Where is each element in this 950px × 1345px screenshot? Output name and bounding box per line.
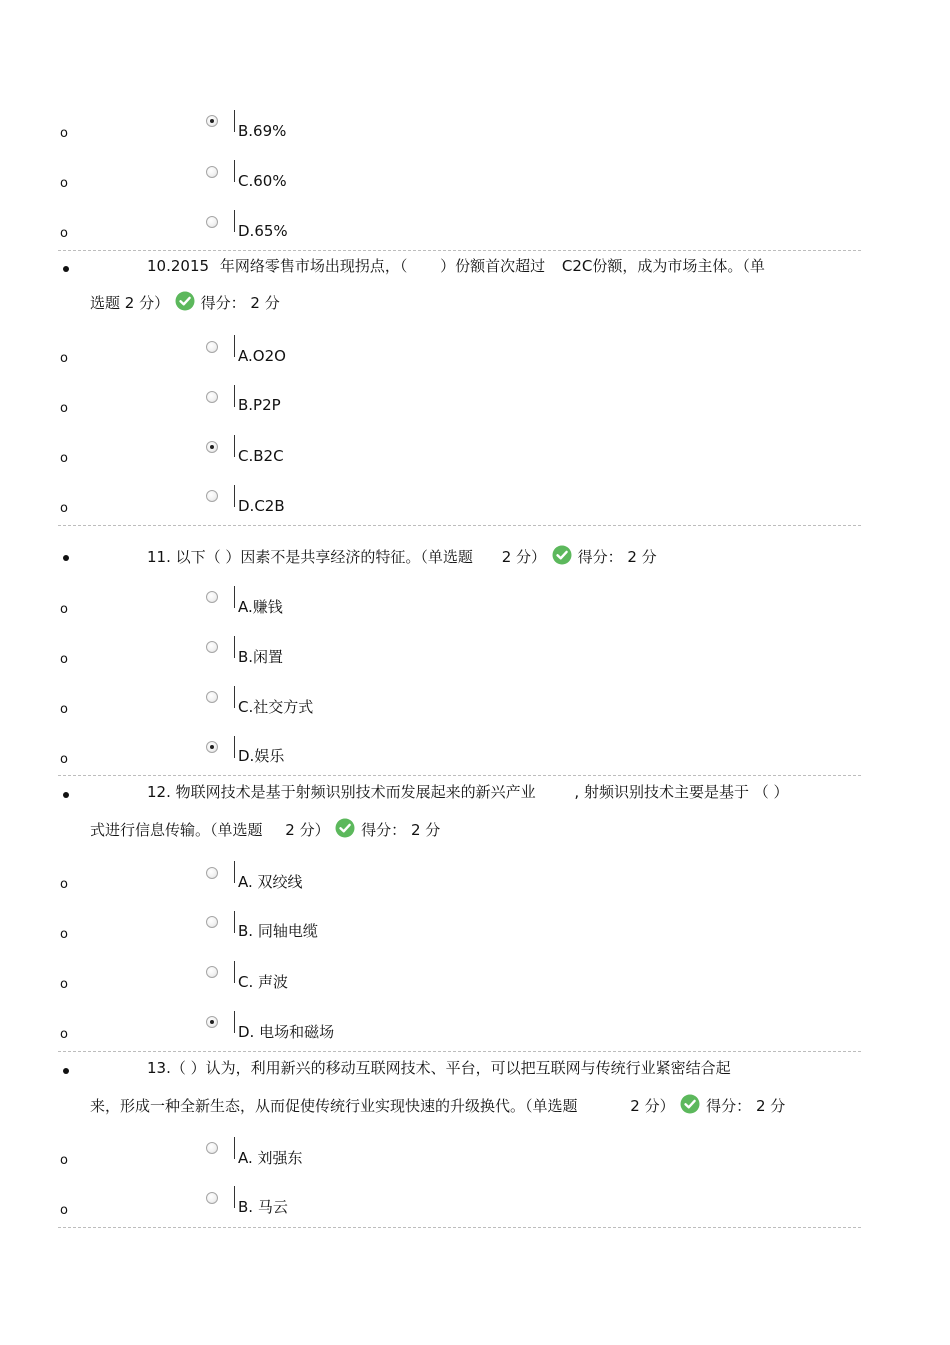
option-divider <box>234 911 235 933</box>
option-divider <box>234 485 235 507</box>
radio-button[interactable] <box>206 591 218 603</box>
radio-button[interactable] <box>206 166 218 178</box>
option-label[interactable]: D.65% <box>238 222 288 240</box>
option-label[interactable]: A. 刘强东 <box>238 1149 303 1167</box>
option-label[interactable]: C. 声波 <box>238 973 289 991</box>
question-divider <box>58 1227 861 1228</box>
radio-button[interactable] <box>206 1142 218 1154</box>
option-label[interactable]: A. 双绞线 <box>238 873 303 891</box>
radio-button[interactable] <box>206 641 218 653</box>
radio-button[interactable] <box>206 341 218 353</box>
list-bullet: o <box>60 752 68 767</box>
score-text: 得分： 2 分 <box>200 294 280 312</box>
list-bullet: o <box>60 1027 68 1042</box>
check-circle-icon <box>175 291 195 311</box>
list-bullet: o <box>60 351 68 366</box>
radio-button[interactable] <box>206 916 218 928</box>
option-label[interactable]: D.娱乐 <box>238 747 285 765</box>
score-text: 得分： 2 分 <box>577 548 657 566</box>
question-bullet <box>63 266 69 272</box>
option-label[interactable]: B. 马云 <box>238 1198 288 1216</box>
list-bullet: o <box>60 401 68 416</box>
question-bullet <box>63 792 69 798</box>
option-divider <box>234 110 235 132</box>
option-divider <box>234 385 235 407</box>
radio-button-selected[interactable] <box>206 1016 218 1028</box>
option-label[interactable]: B. 同轴电缆 <box>238 922 318 940</box>
question-text-line2: 来，形成一种全新生态，从而促使传统行业实现快速的升级换代。（单选题 2 分） 得分： 2 分 <box>90 1094 785 1116</box>
option-label[interactable]: B.P2P <box>238 396 281 414</box>
option-divider <box>234 736 235 758</box>
option-divider <box>234 686 235 708</box>
radio-button[interactable] <box>206 966 218 978</box>
check-circle-icon <box>680 1094 700 1114</box>
check-circle-icon <box>335 818 355 838</box>
list-bullet: o <box>60 977 68 992</box>
radio-button[interactable] <box>206 1192 218 1204</box>
option-divider <box>234 210 235 232</box>
option-label[interactable]: B.闲置 <box>238 648 284 666</box>
check-circle-icon <box>552 545 572 565</box>
radio-button-selected[interactable] <box>206 741 218 753</box>
question-divider <box>58 250 861 251</box>
list-bullet: o <box>60 652 68 667</box>
list-bullet: o <box>60 1203 68 1218</box>
question-text-line2: 式进行信息传输。（单选题 2 分） 得分： 2 分 <box>90 818 440 840</box>
option-label[interactable]: C.60% <box>238 172 287 190</box>
list-bullet: o <box>60 602 68 617</box>
option-divider <box>234 435 235 457</box>
option-label[interactable]: D. 电场和磁场 <box>238 1023 335 1041</box>
question-divider <box>58 525 861 526</box>
question-text: 10.2015 年网络零售市场出现拐点，（ ）份额首次超过 C2C份额，成为市场主体。（单 <box>147 257 765 275</box>
option-label[interactable]: B.69% <box>238 122 287 140</box>
radio-button[interactable] <box>206 216 218 228</box>
list-bullet: o <box>60 877 68 892</box>
radio-button[interactable] <box>206 391 218 403</box>
radio-button-selected[interactable] <box>206 441 218 453</box>
question-text: 12. 物联网技术是基于射频识别技术而发展起来的新兴产业 , 射频识别技术主要是基于 （ ） <box>147 783 789 801</box>
question-divider <box>58 775 861 776</box>
option-label[interactable]: C.社交方式 <box>238 698 314 716</box>
question-text: 11. 以下（ ）因素不是共享经济的特征。（单选题 2 分） 得分： 2 分 <box>147 545 657 567</box>
question-bullet <box>63 1068 69 1074</box>
option-divider <box>234 160 235 182</box>
list-bullet: o <box>60 451 68 466</box>
question-text: 13.（ ）认为，利用新兴的移动互联网技术、平台，可以把互联网与传统行业紧密结合起 <box>147 1059 731 1077</box>
radio-button[interactable] <box>206 490 218 502</box>
option-divider <box>234 1186 235 1208</box>
option-divider <box>234 1011 235 1033</box>
question-bullet <box>63 555 69 561</box>
list-bullet: o <box>60 1153 68 1168</box>
question-number: 10.2015 <box>147 257 210 275</box>
option-label[interactable]: D.C2B <box>238 497 285 515</box>
radio-button-selected[interactable] <box>206 115 218 127</box>
list-bullet: o <box>60 226 68 241</box>
list-bullet: o <box>60 501 68 516</box>
option-label[interactable]: A.赚钱 <box>238 598 283 616</box>
list-bullet: o <box>60 176 68 191</box>
list-bullet: o <box>60 927 68 942</box>
question-divider <box>58 1051 861 1052</box>
list-bullet: o <box>60 126 68 141</box>
option-divider <box>234 335 235 357</box>
option-divider <box>234 1137 235 1159</box>
option-divider <box>234 636 235 658</box>
question-text-line2: 选题 2 分） 得分： 2 分 <box>90 291 280 313</box>
option-divider <box>234 586 235 608</box>
score-text: 得分： 2 分 <box>361 821 441 839</box>
option-label[interactable]: C.B2C <box>238 447 284 465</box>
list-bullet: o <box>60 702 68 717</box>
score-text: 得分： 2 分 <box>706 1097 786 1115</box>
radio-button[interactable] <box>206 691 218 703</box>
option-divider <box>234 861 235 883</box>
option-label[interactable]: A.O2O <box>238 347 286 365</box>
option-divider <box>234 961 235 983</box>
radio-button[interactable] <box>206 867 218 879</box>
